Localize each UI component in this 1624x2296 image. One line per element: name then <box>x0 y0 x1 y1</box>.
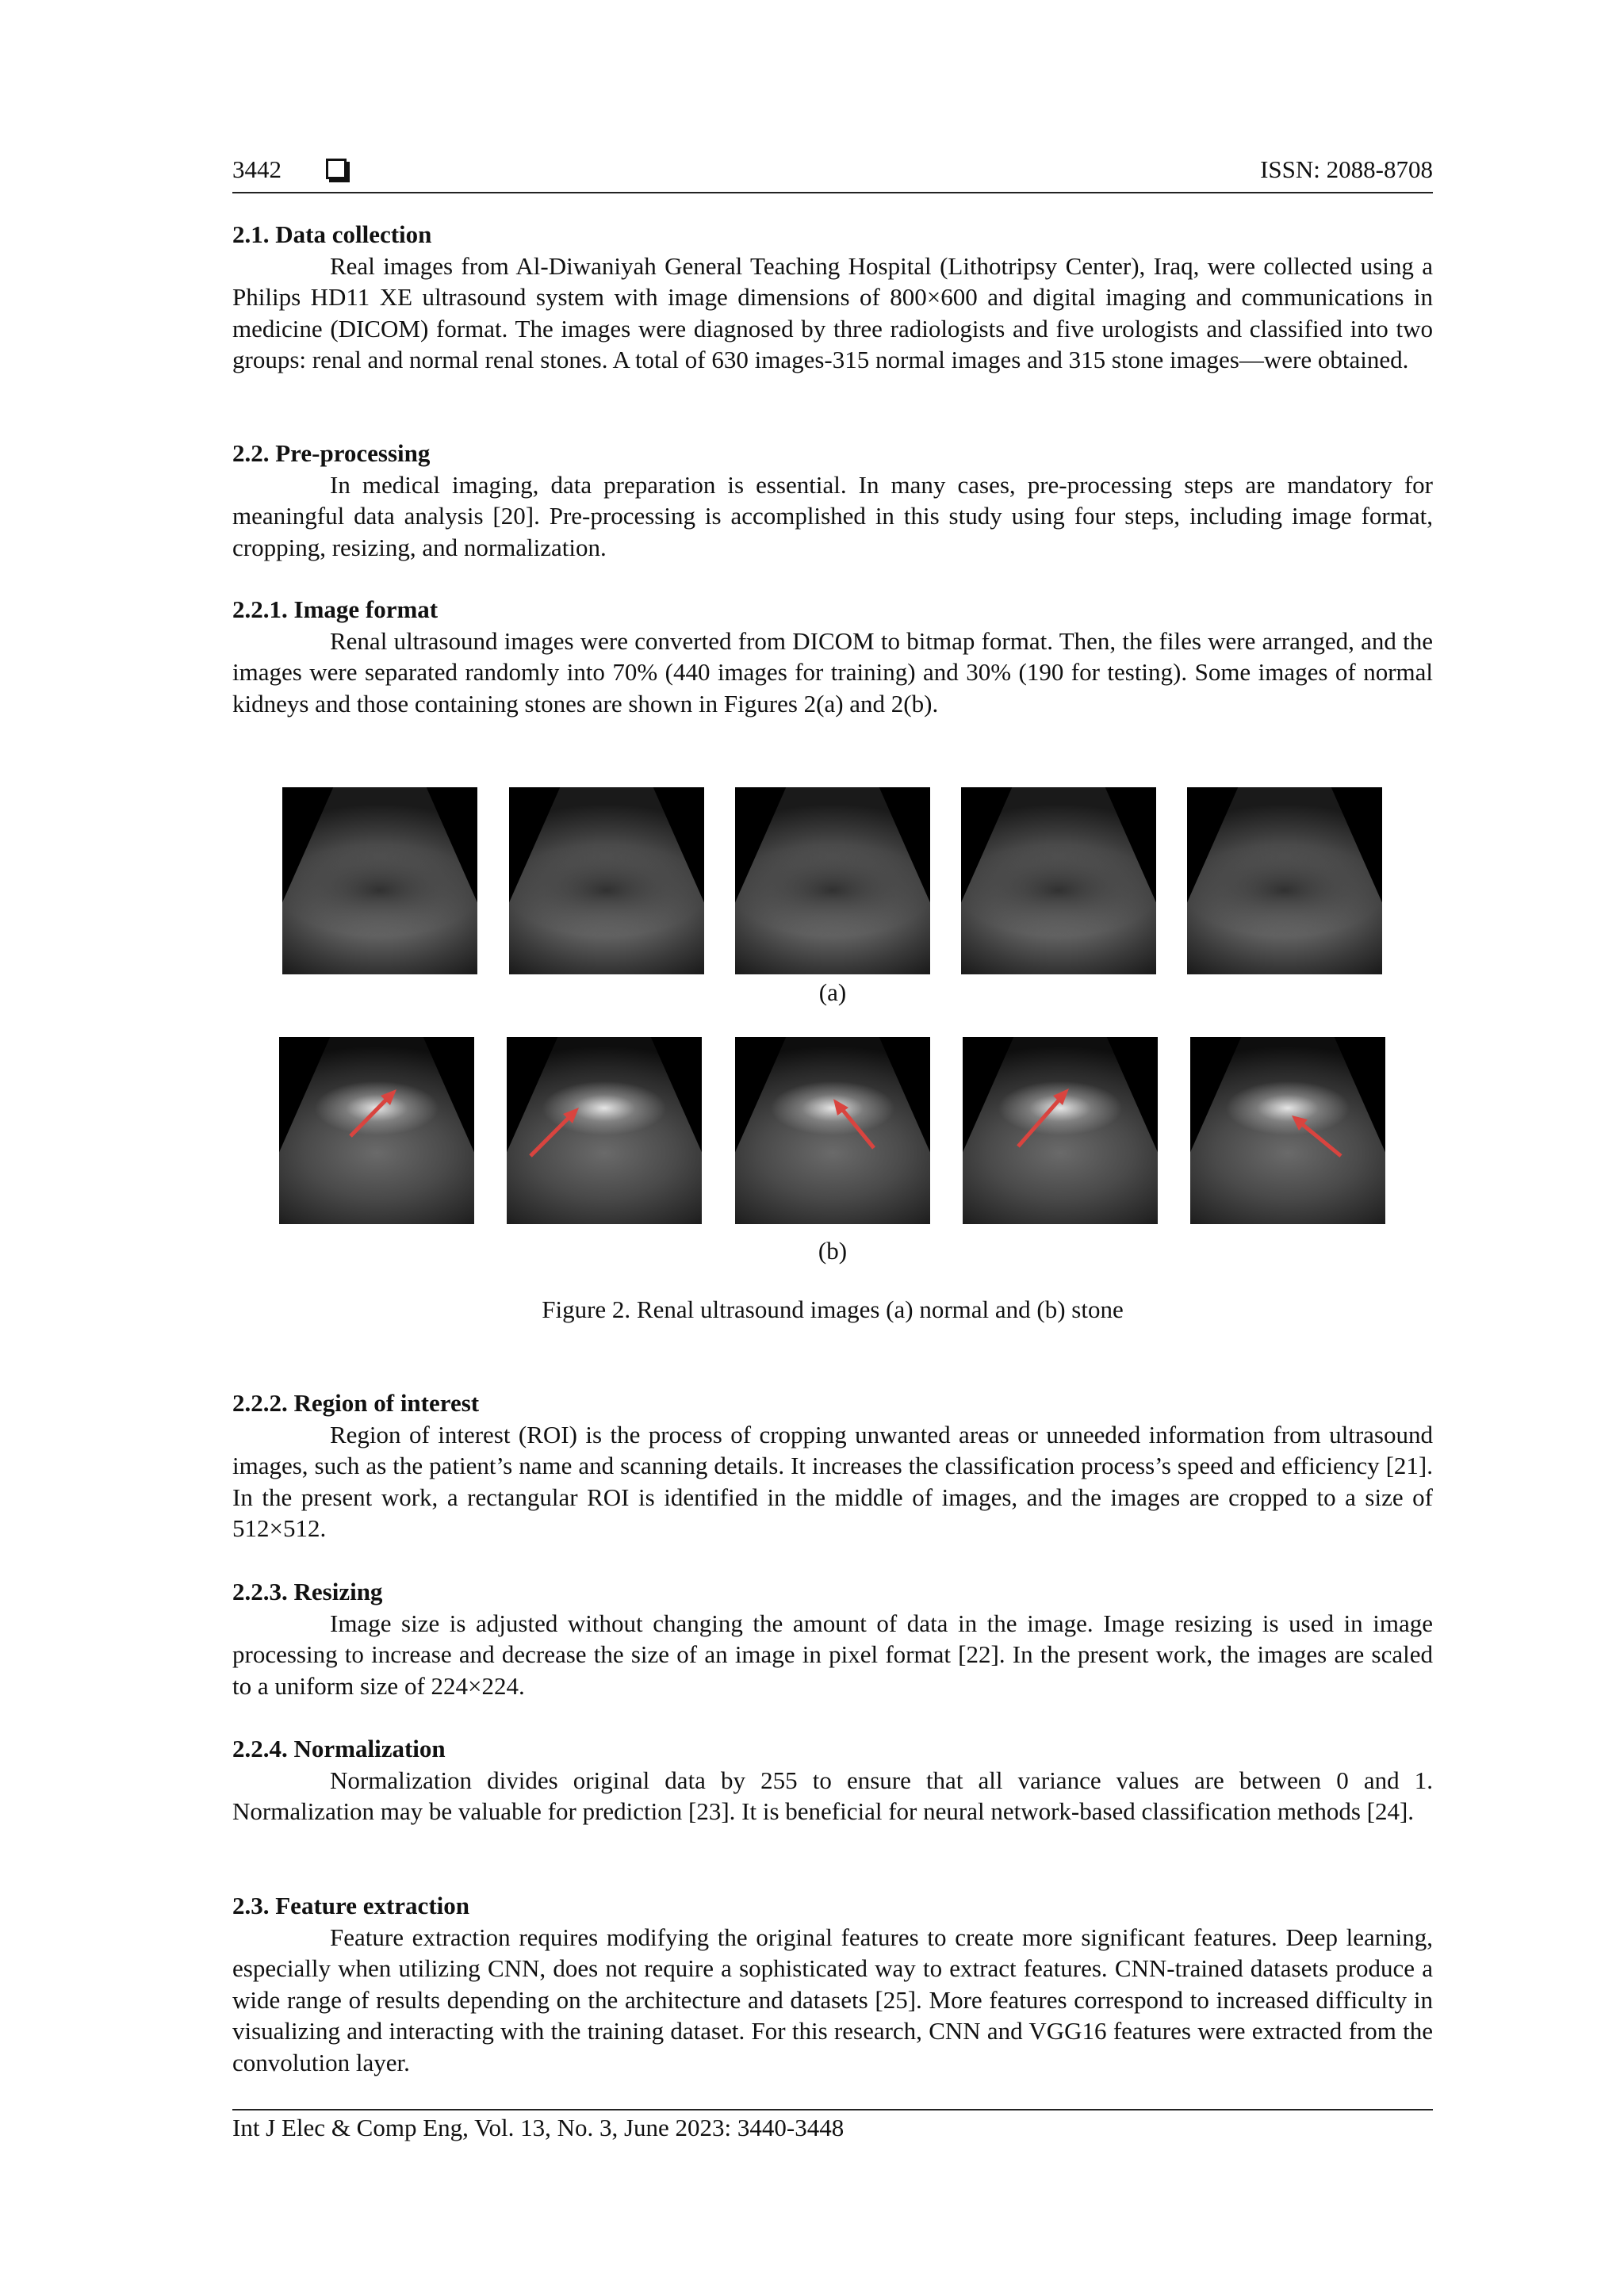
arrow-shaft <box>1018 1094 1064 1146</box>
ultrasound-image-normal-4 <box>961 787 1156 974</box>
section-body: In medical imaging, data preparation is essential. In many cases, pre-processing steps are mandatory for meaningful data analysis [20]. Pre-processing is accomplished in this study using four steps, including image format, cropping, resizing, and normalization. <box>232 470 1433 561</box>
figure-label-b: (b) <box>818 1237 848 1265</box>
section-body: Normalization divides original data by 255 to ensure that all variance values are between 0 and 1. Normalization may be valuable for prediction [23]. It is beneficial for neural network-based classification methods [24]. <box>232 1766 1433 1825</box>
section-data-collection <box>232 219 1433 376</box>
ultrasound-image-normal-1 <box>282 787 477 974</box>
section-heading: 2.2.3. Resizing <box>232 1578 383 1605</box>
section-body: Real images from Al-Diwaniyah General Teaching Hospital (Lithotripsy Center), Iraq, were collected using a Philips HD11 XE ultrasound system with image dimensions of 800×600 and digital imaging and communications in medicine (DICOM) format. The images were diagnosed by three radiologists and five urologists and classified into two groups: renal and normal renal stones. A total of 630 images-315 normal images and 315 stone images—were obtained. <box>232 251 1433 373</box>
square-bullet-icon <box>326 159 347 179</box>
figure-caption: Figure 2. Renal ultrasound images (a) normal and (b) stone <box>542 1295 1124 1323</box>
section-heading: 2.2. Pre-processing <box>232 439 431 467</box>
running-header <box>232 155 1433 193</box>
running-footer <box>232 2109 1433 2142</box>
section-feature-extraction <box>232 1890 1433 2078</box>
red-arrow-icon <box>735 1037 930 1224</box>
journal-citation: Int J Elec & Comp Eng, Vol. 13, No. 3, June 2023: 3440-3448 <box>232 2114 845 2141</box>
ultrasound-image-stone-4 <box>963 1037 1158 1224</box>
section-region-of-interest <box>232 1387 1433 1544</box>
section-body: Image size is adjusted without changing the amount of data in the image. Image resizing is used in image processing to increase and decrease the size of an image in pixel format [22]. In the present work, the images are scaled to a uniform size of 224×224. <box>232 1609 1433 1700</box>
section-heading: 2.2.1. Image format <box>232 595 439 623</box>
issn-label: ISSN: 2088-8708 <box>1260 155 1433 183</box>
ultrasound-image-stone-2 <box>507 1037 702 1224</box>
figure-row-stone <box>232 1037 1433 1232</box>
section-pre-processing <box>232 438 1433 563</box>
red-arrow-icon <box>507 1037 702 1224</box>
figure-row-normal <box>232 787 1433 982</box>
section-normalization <box>232 1733 1433 1827</box>
ultrasound-image-normal-3 <box>735 787 930 974</box>
section-body: Feature extraction requires modifying the original features to create more significant features. Deep learning, especially when utilizing CNN, does not require a sophisticated way to extract features. CNN-trained datasets produce a wide range of results depending on the architecture and datasets [25]. More features correspond to increased difficulty in visualizing and interacting with the training dataset. For this research, CNN and VGG16 features were extracted from the convolution layer. <box>232 1923 1433 2076</box>
section-body: Region of interest (ROI) is the process of cropping unwanted areas or unneeded information from ultrasound images, such as the patient’s name and scanning details. It increases the classification process’s speed and efficiency [21]. In the present work, a rectangular ROI is identified in the middle of images, and the images are cropped to a size of 512×512. <box>232 1420 1433 1542</box>
arrow-shaft <box>530 1112 574 1156</box>
red-arrow-icon <box>279 1037 474 1224</box>
ultrasound-image-stone-3 <box>735 1037 930 1224</box>
page-number: 3442 <box>232 155 282 183</box>
section-heading: 2.2.2. Region of interest <box>232 1389 480 1417</box>
section-heading: 2.3. Feature extraction <box>232 1892 469 1919</box>
figure-label-a: (a) <box>818 978 847 1006</box>
red-arrow-icon <box>1190 1037 1385 1224</box>
section-body: Renal ultrasound images were converted from DICOM to bitmap format. Then, the files were arranged, and the images were separated randomly into 70% (440 images for training) and 30% (190 for testing). Some images of normal kidneys and those containing stones are shown in Figures 2(a) and 2(b). <box>232 626 1433 718</box>
arrow-shaft <box>1297 1120 1341 1156</box>
ultrasound-image-stone-1 <box>279 1037 474 1224</box>
section-heading: 2.2.4. Normalization <box>232 1735 446 1762</box>
section-image-format <box>232 594 1433 719</box>
red-arrow-icon <box>963 1037 1158 1224</box>
ultrasound-image-normal-5 <box>1187 787 1382 974</box>
section-resizing <box>232 1576 1433 1701</box>
ultrasound-image-stone-5 <box>1190 1037 1385 1224</box>
section-heading: 2.1. Data collection <box>232 220 432 248</box>
ultrasound-image-normal-2 <box>509 787 704 974</box>
